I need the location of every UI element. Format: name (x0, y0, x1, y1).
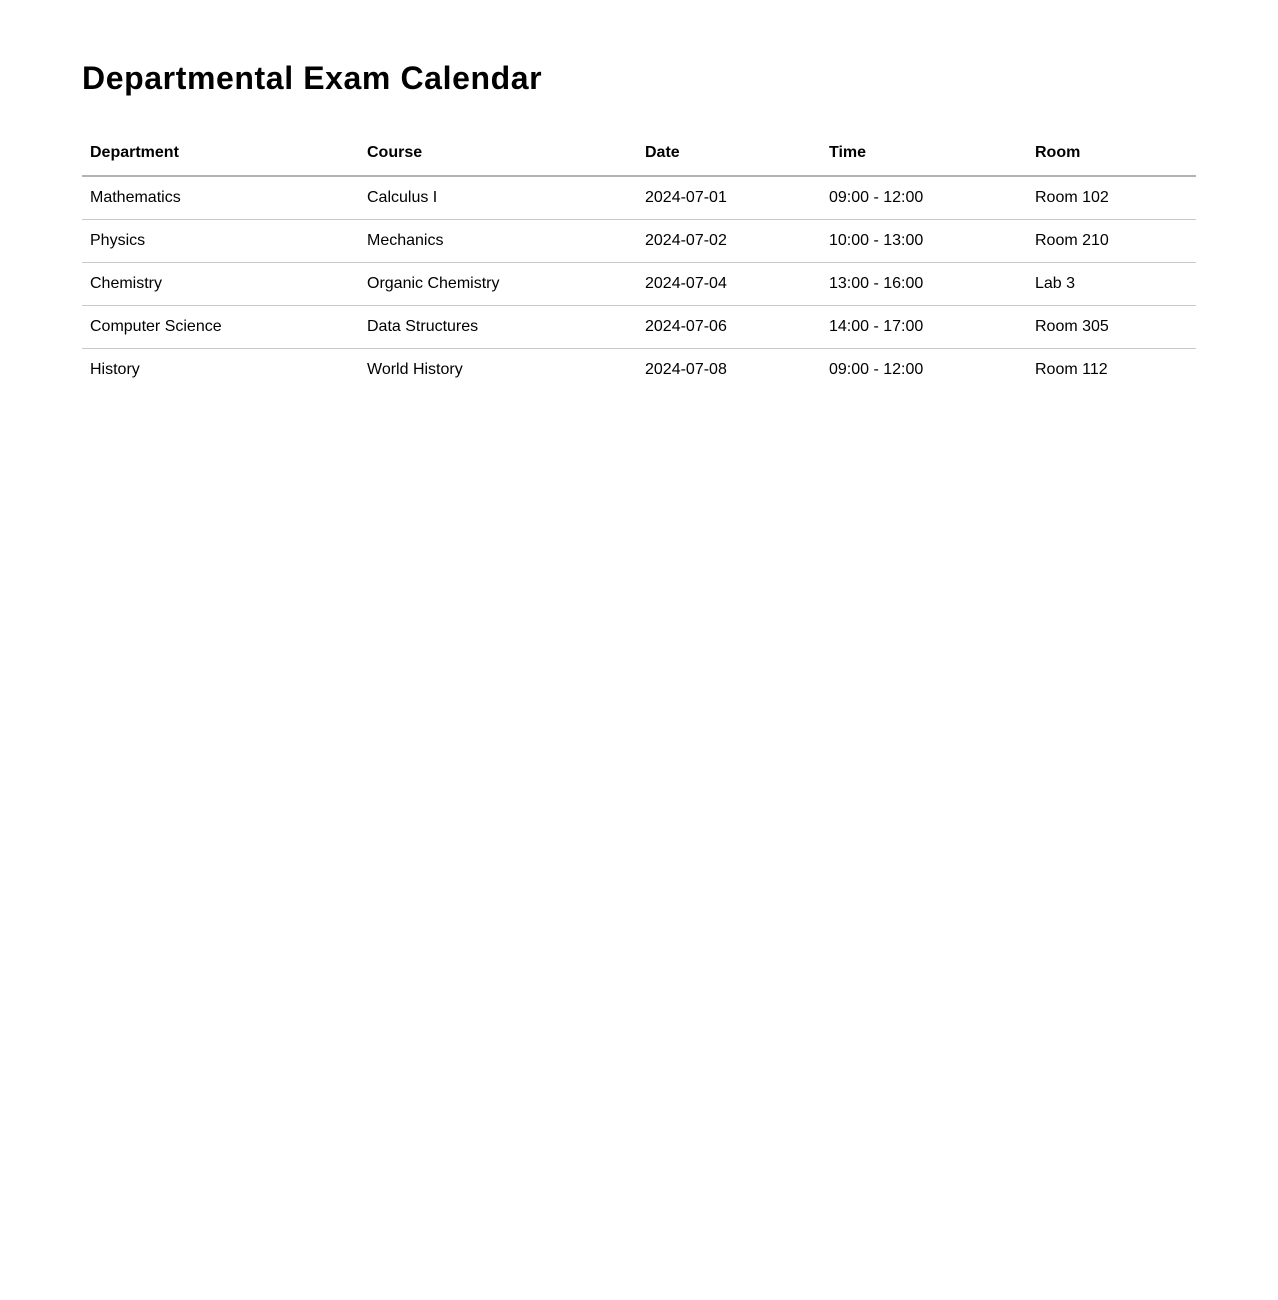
cell-course: Calculus I (359, 176, 637, 220)
cell-course: Mechanics (359, 220, 637, 263)
table-header (82, 134, 1196, 176)
cell-room: Room 102 (1027, 176, 1196, 220)
column-header-room: Room (1027, 134, 1196, 176)
cell-date: 2024-07-02 (637, 220, 821, 263)
cell-room: Room 112 (1035, 361, 1108, 378)
table-header-row (82, 134, 1196, 176)
cell-department: Mathematics (82, 176, 359, 220)
table-row (82, 263, 1196, 306)
cell-room: Room 305 (1027, 306, 1196, 349)
cell-date: 2024-07-08 (645, 361, 727, 378)
cell-time: 10:00 - 13:00 (821, 220, 1027, 263)
table-row (82, 349, 1196, 392)
page-container (0, 0, 1278, 391)
cell-course: Organic Chemistry (359, 263, 637, 306)
cell-date: 2024-07-04 (637, 263, 821, 306)
cell-time: 13:00 - 16:00 (821, 263, 1027, 306)
cell-room: Room 210 (1027, 220, 1196, 263)
table-row (82, 220, 1196, 263)
exam-calendar-table (82, 134, 1196, 391)
column-header-time: Time (821, 134, 1027, 176)
cell-department: Physics (82, 220, 359, 263)
cell-department: History (90, 361, 140, 378)
cell-time: 09:00 - 12:00 (821, 176, 1027, 220)
page-title: Departmental Exam Calendar (82, 60, 543, 96)
table-row (82, 176, 1196, 220)
cell-department: Computer Science (82, 306, 359, 349)
cell-room: Lab 3 (1027, 263, 1196, 306)
table-body (82, 176, 1196, 391)
column-header-course: Course (359, 134, 637, 176)
column-header-date: Date (637, 134, 821, 176)
cell-date: 2024-07-06 (637, 306, 821, 349)
cell-time: 09:00 - 12:00 (829, 361, 924, 378)
cell-date: 2024-07-01 (637, 176, 821, 220)
cell-time: 14:00 - 17:00 (821, 306, 1027, 349)
cell-department: Chemistry (82, 263, 359, 306)
cell-course: Data Structures (359, 306, 637, 349)
cell-course: World History (367, 361, 463, 378)
table-row (82, 306, 1196, 349)
column-header-department: Department (82, 134, 359, 176)
